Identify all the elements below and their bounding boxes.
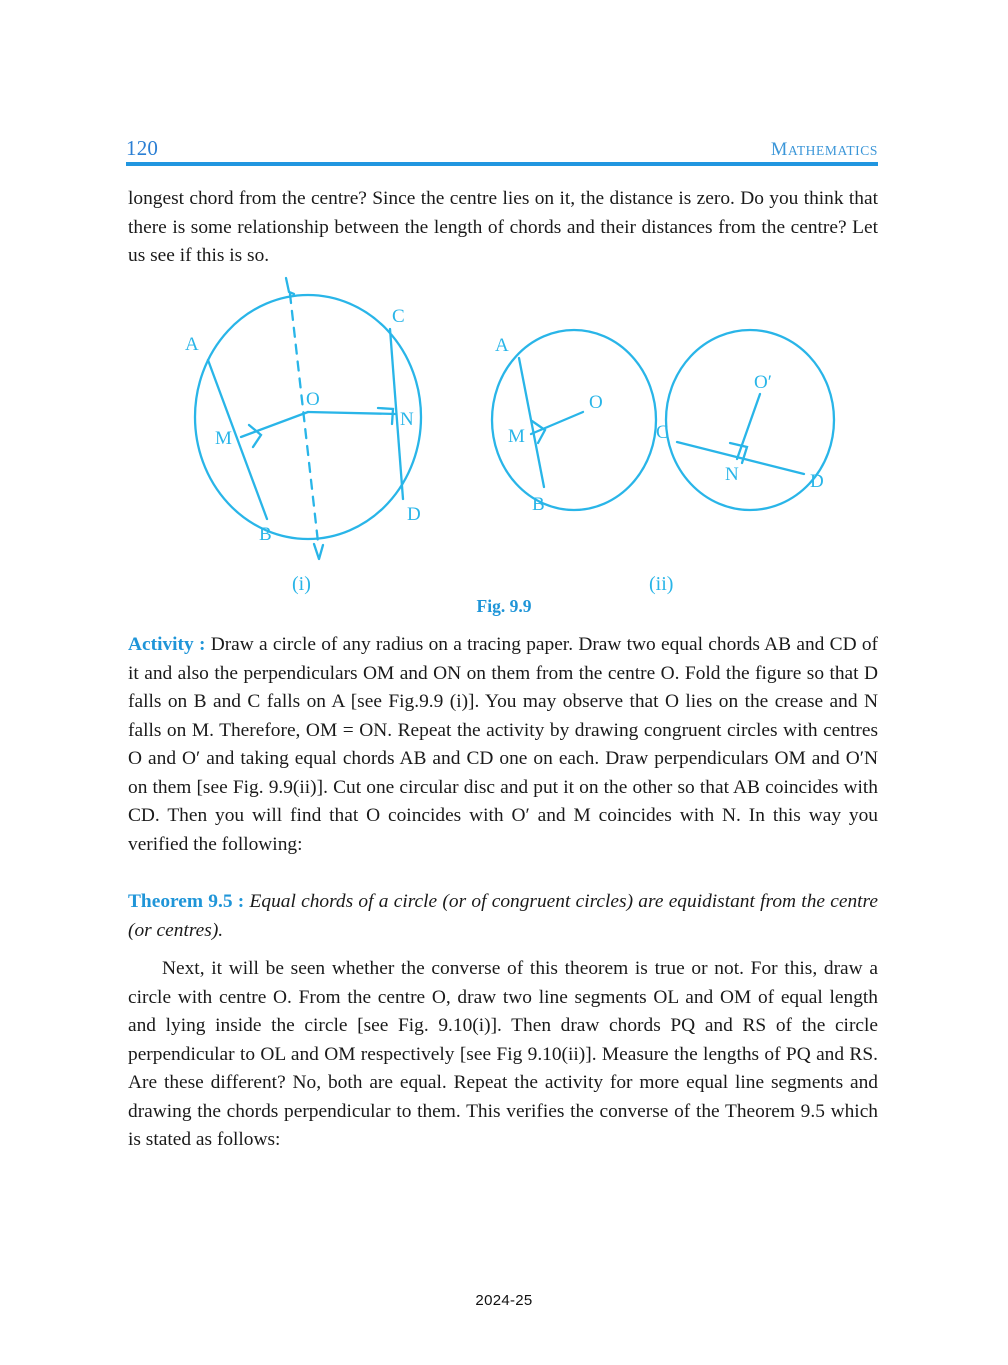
fig-ii-left-label-a: A	[495, 335, 509, 356]
fig-i-segment-om	[241, 412, 308, 437]
paragraph-theorem-9-5	[128, 888, 878, 945]
fig-ii-left-circle	[492, 330, 656, 510]
fig-i-right-angle-m	[249, 425, 261, 447]
fig-ii-right-group	[666, 330, 834, 510]
fig-ii-sublabel: (ii)	[649, 573, 674, 595]
fig-ii-left-label-o: O	[589, 392, 603, 413]
fig-ii-right-label-c: C	[656, 422, 669, 443]
fig-i-label-c: C	[392, 306, 405, 327]
header-subject-title	[771, 140, 878, 161]
fig-i-label-m: M	[215, 428, 232, 449]
fig-i-label-b: B	[259, 524, 272, 545]
fig-i-label-n: N	[400, 409, 414, 430]
figure-caption: Fig. 9.9	[476, 596, 532, 616]
fig-ii-right-label-o-prime: O′	[754, 372, 772, 393]
paragraph-intro: longest chord from the centre? Since the centre lies on it, the distance is zero. Do you think that there is some relationship between the length of chords and their distances from the centre? Let us see if this is so.	[128, 188, 878, 266]
header-subject-rest: ATHEMATICS	[787, 143, 878, 158]
theorem-statement: Equal chords of a circle (or of congruent circles) are equidistant from the centre (or centres).	[128, 891, 878, 941]
figure-9-9	[128, 272, 880, 612]
fig-ii-left-segment-om	[531, 412, 583, 434]
fig-i-right-angle-n	[378, 408, 393, 424]
fig-i-label-a: A	[185, 334, 199, 355]
fig-ii-left-label-b: B	[532, 494, 545, 515]
page-footer: 2024-25	[475, 1292, 533, 1309]
fig-i-segment-on	[308, 412, 396, 414]
fig-ii-right-label-d: D	[810, 471, 824, 492]
paragraph-activity	[128, 631, 878, 859]
page-header	[126, 136, 878, 170]
activity-label: Activity :	[128, 634, 206, 655]
fig-i-label-o: O	[306, 389, 320, 410]
header-row	[126, 136, 878, 162]
fig-ii-left-group	[492, 330, 656, 510]
header-rule	[126, 162, 878, 166]
paragraph-converse: Next, it will be seen whether the converse of this theorem is true or not. For this, draw a circle with centre O. From the centre O, draw two line segments OL and OM of equal length and lying inside the circle [see Fig. 9.10(i)]. Then draw chords PQ and RS of the circle perpendicular to OL and OM respectively [see Fig 9.10(ii)]. Measure the lengths of PQ and RS. Are these different? No, both are equal. Repeat the activity for more equal line segments and drawing the chords perpendicular to them. This verifies the converse of the Theorem 9.5 which is stated as follows:	[128, 958, 878, 1150]
fig-i-arrow-up-icon	[286, 278, 294, 294]
fig-i-arrow-down-icon	[314, 544, 323, 559]
fig-i-sublabel: (i)	[292, 573, 311, 595]
fig-ii-left-chord-ab	[519, 358, 544, 487]
activity-body: Draw a circle of any radius on a tracing paper. Draw two equal chords AB and CD of it and also the perpendiculars OM and ON on them from the centre O. Fold the figure so that D falls on B and C falls on A [see Fig.9.9 (i)]. You may observe that O lies on the crease and N falls on M. Therefore, OM = ON. Repeat the activity by drawing congruent circles with centres O and O′ and taking equal chords AB and CD one on each. Draw perpendiculars OM and O′N on them [see Fig. 9.9(ii)]. Cut one circular disc and put it on the other so that AB coincides with CD. Then you will find that O coincides with O′ and M coincides with N. In this way you verified the following:	[128, 634, 878, 855]
header-subject-initial: M	[770, 140, 788, 160]
fig-i-group	[195, 278, 421, 559]
fig-ii-right-segment-o-prime-n	[737, 394, 760, 459]
fig-i-label-d: D	[407, 504, 421, 525]
page-number: 120	[126, 136, 159, 160]
fig-ii-right-label-n: N	[725, 464, 739, 485]
fig-ii-left-label-m: M	[508, 426, 525, 447]
theorem-label: Theorem 9.5 :	[128, 891, 245, 912]
figure-9-9-svg	[128, 272, 880, 612]
